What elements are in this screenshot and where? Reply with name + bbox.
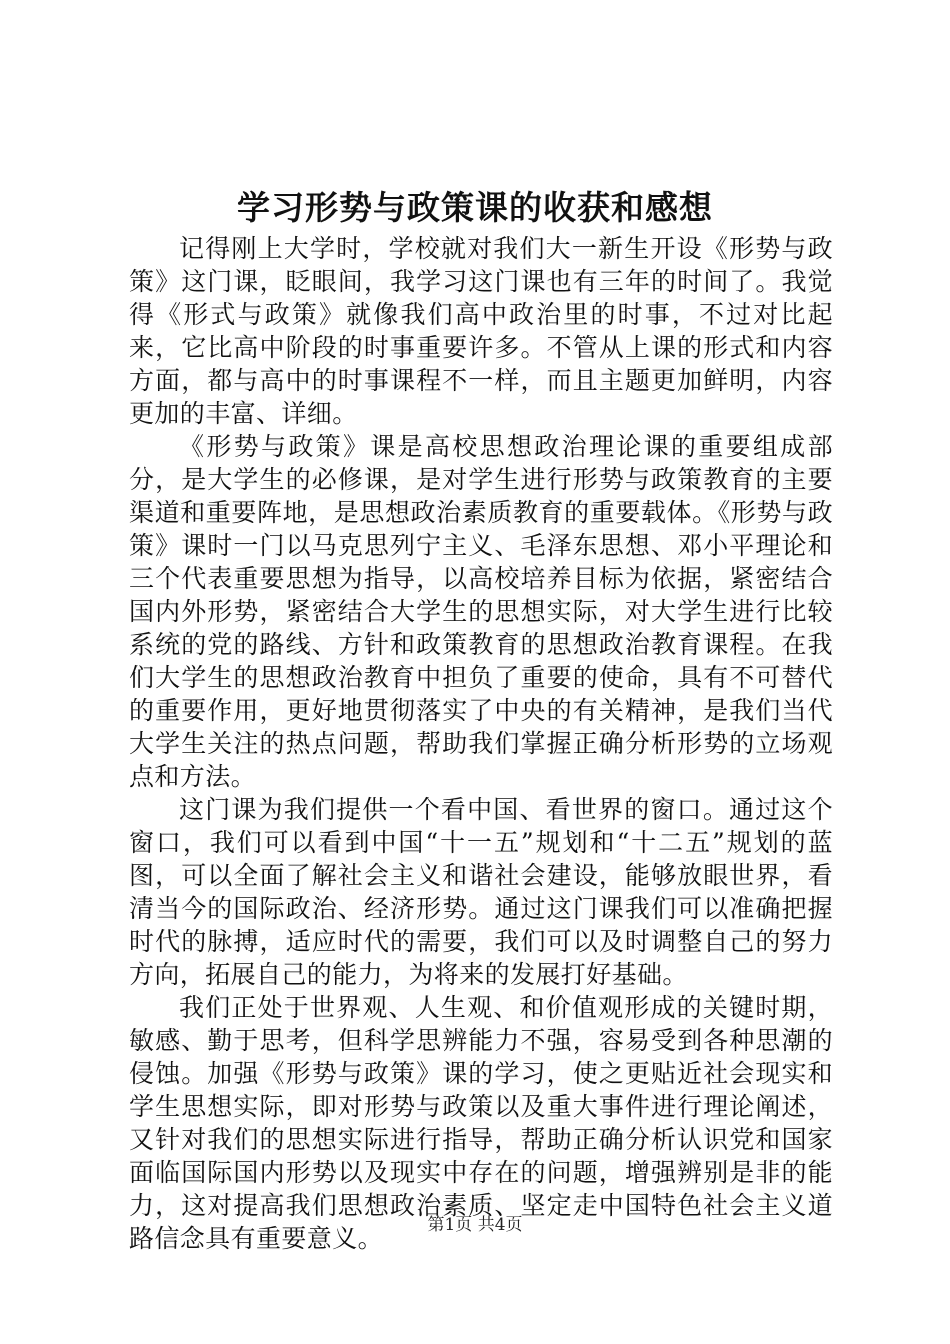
paragraph-3: 这门课为我们提供一个看中国、看世界的窗口。通过这个窗口，我们可以看到中国“十一五”规划和“十二五”规划的蓝图，可以全面了解社会主义和谐社会建设，能够放眼世界，看清当今的国际政治、经济形势。通过这门课我们可以准确把握时代的脉搏，适应时代的需要，我们可以及时调整自己的努力方向，拓展自己的能力，为将来的发展打好基础。 [129,795,833,989]
document-body [129,232,833,1255]
paragraph-1: 记得刚上大学时，学校就对我们大一新生开设《形势与政策》这门课，眨眼间，我学习这门课也有三年的时间了。我觉得《形式与政策》就像我们高中政治里的时事，不过对比起来，它比高中阶段的时事重要许多。不管从上课的形式和内容方面，都与高中的时事课程不一样，而且主题更加鲜明，内容更加的丰富、详细。 [129,234,833,428]
paragraph-2: 《形势与政策》课是高校思想政治理论课的重要组成部分，是大学生的必修课，是对学生进行形势与政策教育的主要渠道和重要阵地，是思想政治素质教育的重要载体。《形势与政策》课时一门以马克思列宁主义、毛泽东思想、邓小平理论和三个代表重要思想为指导，以高校培养目标为依据，紧密结合国内外形势，紧密结合大学生的思想实际，对大学生进行比较系统的党的路线、方针和政策教育的思想政治教育课程。在我们大学生的思想政治教育中担负了重要的使命，具有不可替代的重要作用，更好地贯彻落实了中央的有关精神，是我们当代大学生关注的热点问题，帮助我们掌握正确分析形势的立场观点和方法。 [129,432,833,791]
paragraph-4: 我们正处于世界观、人生观、和价值观形成的关键时期，敏感、勤于思考，但科学思辨能力不强，容易受到各种思潮的侵蚀。加强《形势与政策》课的学习，使之更贴近社会现实和学生思想实际，即对形势与政策以及重大事件进行理论阐述，又针对我们的思想实际进行指导，帮助正确分析认识党和国家面临国际国内形势以及现实中存在的问题，增强辨别是非的能力，这对提高我们思想政治素质、坚定走中国特色社会主义道路信念具有重要意义。 [129,993,833,1253]
page-footer: 第1页 共4页 [427,1215,523,1235]
document-title: 学习形势与政策课的收获和感想 [237,188,713,227]
